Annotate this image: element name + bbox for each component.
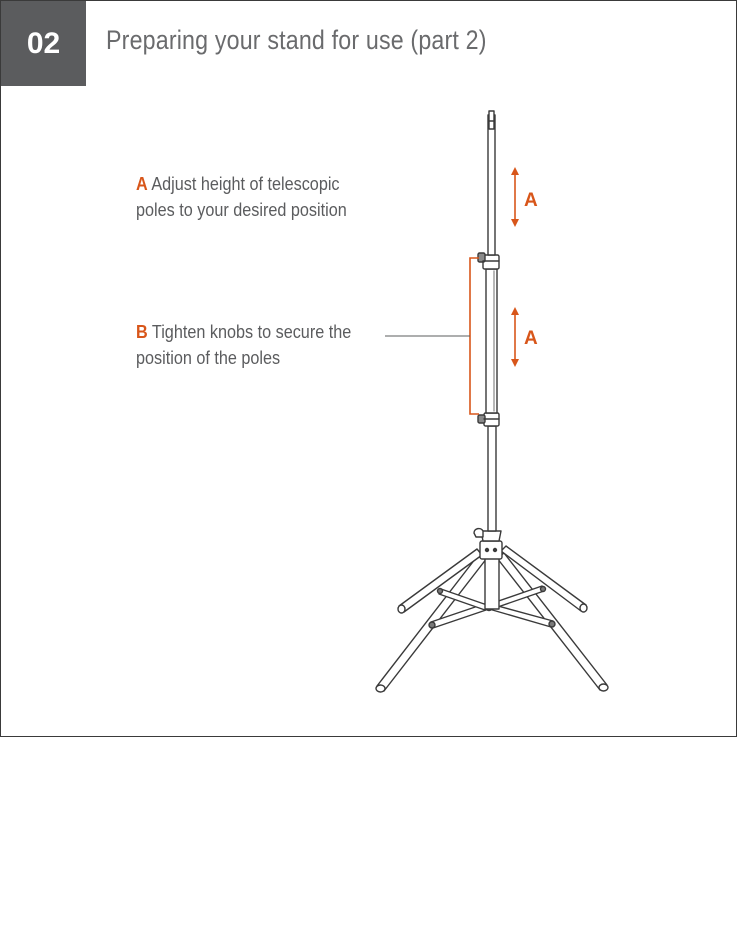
top-pole bbox=[488, 115, 495, 255]
knobs-bracket bbox=[470, 258, 479, 414]
annotation-a-line1: Adjust height of telescopic bbox=[151, 174, 340, 194]
annotation-a-key: A bbox=[136, 174, 148, 194]
annotation-b-line1: Tighten knobs to secure the bbox=[151, 322, 352, 342]
middle-pole bbox=[486, 269, 497, 413]
annotation-b-line2: position of the poles bbox=[136, 348, 281, 368]
step-number-badge: 02 bbox=[1, 1, 86, 86]
lower-pole bbox=[488, 426, 496, 531]
lower-height-callout-label: A bbox=[524, 328, 538, 349]
annotation-a-line2: poles to your desired position bbox=[136, 200, 347, 220]
annotation-b-key: B bbox=[136, 322, 148, 342]
light-stand-illustration bbox=[1, 1, 738, 738]
lower-knob-clamp bbox=[478, 413, 499, 426]
upper-height-callout-label: A bbox=[524, 190, 538, 211]
step-title: Preparing your stand for use (part 2) bbox=[106, 25, 487, 55]
